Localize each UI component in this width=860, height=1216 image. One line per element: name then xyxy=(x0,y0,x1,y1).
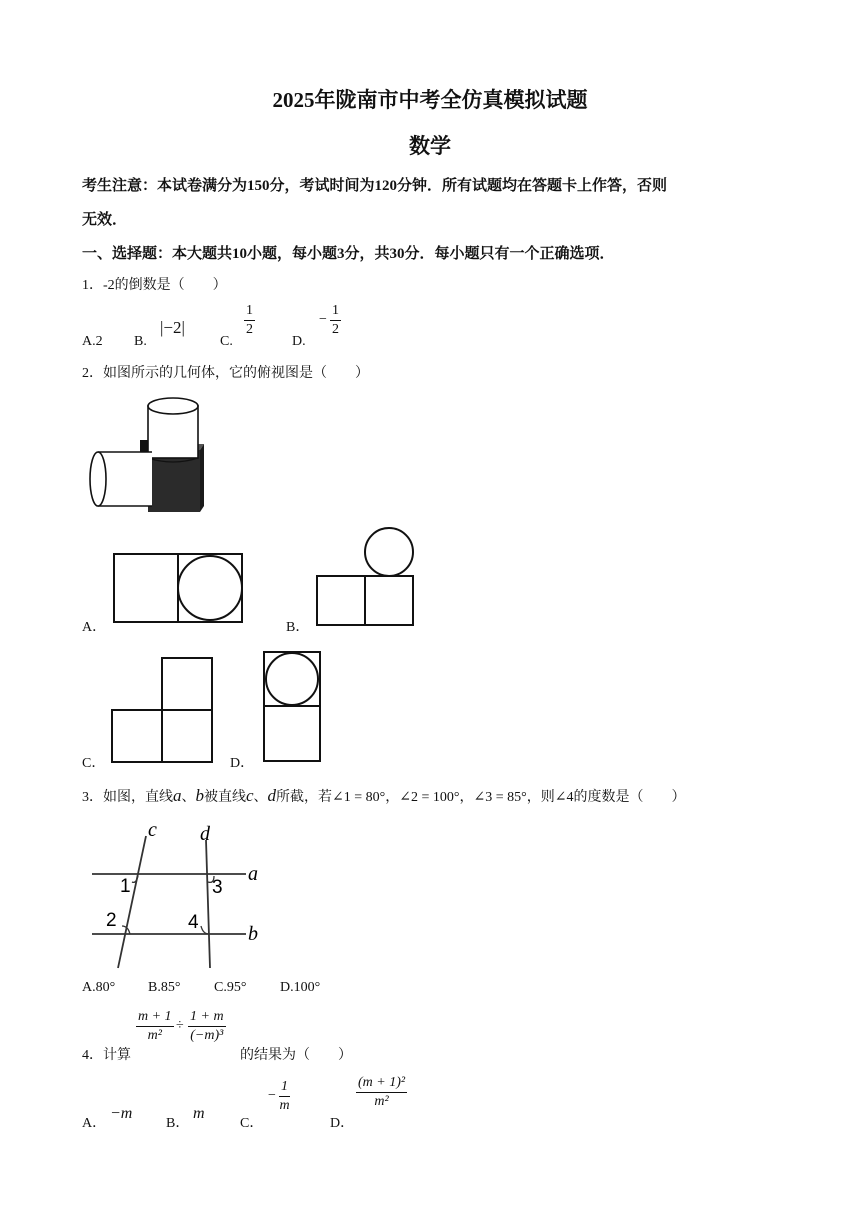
label-1: 1 xyxy=(120,876,131,897)
q2-stem: 2．如图所示的几何体，它的俯视图是（ ） xyxy=(82,366,369,381)
q4-fraction-1 xyxy=(136,1008,174,1045)
q4-option-a-label: A． xyxy=(82,1116,107,1131)
upright-cylinder-top xyxy=(148,398,198,414)
q1-stem: 1．-2的倒数是（ ） xyxy=(82,278,227,293)
frac-den: (−m)³ xyxy=(190,1028,224,1043)
var-d: d xyxy=(267,786,277,805)
section-heading: 一、选择题：本大题共10小题，每小题3分，共30分．每小题只有一个正确选项． xyxy=(82,246,615,262)
square-right xyxy=(365,576,413,625)
comma: ， xyxy=(385,790,400,805)
q3-stem xyxy=(82,786,685,806)
square-top xyxy=(162,658,212,710)
frac-den: m xyxy=(279,1098,290,1113)
frac-num: 1 xyxy=(244,302,255,321)
q3-option-b: B.85° xyxy=(148,980,181,995)
cond-angle-2: ∠2 = 100° xyxy=(399,790,460,805)
q1-option-d-label: D. xyxy=(292,334,306,349)
line-c xyxy=(118,836,146,968)
notice-line-2: 无效． xyxy=(82,212,128,228)
q1-option-b-label: B. xyxy=(134,334,147,349)
q4-option-d-label: D． xyxy=(330,1116,355,1131)
square-left xyxy=(317,576,365,625)
q4-fraction-2 xyxy=(188,1008,226,1045)
circle xyxy=(178,556,242,620)
q4-option-c-label: C． xyxy=(240,1116,264,1131)
sep: 、 xyxy=(253,790,268,805)
label-3: 3 xyxy=(212,877,223,898)
q1-option-c-label: C. xyxy=(220,334,233,349)
frac-num: m + 1 xyxy=(136,1008,174,1027)
label-2: 2 xyxy=(106,910,117,931)
cube-side xyxy=(200,444,204,512)
q3-stem-post: 的度数是（ ） xyxy=(573,790,686,805)
q2-option-a-label: A． xyxy=(82,620,107,635)
q2-option-b-label: B． xyxy=(286,620,310,635)
q4-option-b-label: B． xyxy=(166,1116,190,1131)
q3-option-a: A.80° xyxy=(82,980,116,995)
var-c: c xyxy=(246,786,254,805)
comma: ， xyxy=(459,790,474,805)
q2-option-c-figure xyxy=(110,656,216,764)
q3-option-c: C.95° xyxy=(214,980,247,995)
q4-stem-pre: 4．计算 xyxy=(82,1048,131,1063)
frac-num: 1 xyxy=(279,1078,290,1097)
circle xyxy=(266,653,318,705)
label-c: c xyxy=(148,819,157,841)
square-top xyxy=(264,652,320,706)
frac-num: 1 + m xyxy=(188,1008,226,1027)
q4-divide-sign: ÷ xyxy=(176,1018,184,1033)
exam-title: 2025年陇南市中考全仿真模拟试题 xyxy=(272,88,588,112)
var-b: b xyxy=(195,786,204,805)
cond-angle-1: ∠1 = 80° xyxy=(332,790,386,805)
q4-option-c-frac xyxy=(279,1078,290,1115)
square-left xyxy=(114,554,178,622)
q2-option-d-figure xyxy=(262,650,324,764)
square-bottom xyxy=(264,706,320,761)
q3-mid1: 被直线 xyxy=(204,790,246,805)
q1-option-a: A.2 xyxy=(82,334,103,349)
cond-angle-3: ∠3 = 85° xyxy=(473,790,527,805)
q4-option-b-expr: m xyxy=(193,1105,205,1122)
frac-num: 1 xyxy=(330,302,341,321)
q3-stem-pre: 3．如图，直线 xyxy=(82,790,173,805)
line-d xyxy=(206,840,210,968)
q3-mid3: ，则 xyxy=(526,790,555,805)
q1-option-d-frac xyxy=(330,302,341,339)
lying-cylinder-end xyxy=(90,452,106,506)
q4-option-d-frac xyxy=(356,1074,407,1111)
q4-option-c-sign: − xyxy=(268,1088,276,1103)
frac-den: m² xyxy=(147,1028,162,1043)
q4-stem-post: 的结果为（ ） xyxy=(240,1048,352,1063)
circle xyxy=(365,528,413,576)
label-a: a xyxy=(248,863,258,885)
frac-den: 2 xyxy=(246,322,253,337)
q1-option-b-expr: |−2| xyxy=(160,318,185,337)
label-b: b xyxy=(248,923,258,945)
frac-den: 2 xyxy=(332,322,339,337)
q2-option-c-label: C． xyxy=(82,756,106,771)
target-angle: ∠4 xyxy=(554,790,574,805)
q3-option-d: D.100° xyxy=(280,980,321,995)
sep: 、 xyxy=(181,790,196,805)
q2-option-d-label: D． xyxy=(230,756,255,771)
q2-solid-figure xyxy=(86,394,206,516)
q2-option-a-figure xyxy=(112,552,244,624)
arc-4 xyxy=(201,926,209,934)
q3-mid2: 所截，若 xyxy=(276,790,333,805)
q1-option-c-frac xyxy=(244,302,255,339)
q4-option-a-expr: −m xyxy=(110,1105,133,1122)
label-d: d xyxy=(200,823,210,845)
q1-option-d-sign: − xyxy=(319,312,327,327)
square-bottom-left xyxy=(112,710,162,762)
q2-option-b-figure xyxy=(314,524,416,628)
label-4: 4 xyxy=(188,912,199,933)
frac-num: (m + 1)² xyxy=(356,1074,407,1093)
subject-title: 数学 xyxy=(409,134,451,158)
notice-line-1: 考生注意：本试卷满分为150分，考试时间为120分钟．所有试题均在答题卡上作答，否则 xyxy=(82,178,668,194)
square-bottom-right xyxy=(162,710,212,762)
var-a: a xyxy=(173,786,182,805)
q3-lines-figure xyxy=(88,819,268,972)
frac-den: m² xyxy=(374,1094,389,1109)
